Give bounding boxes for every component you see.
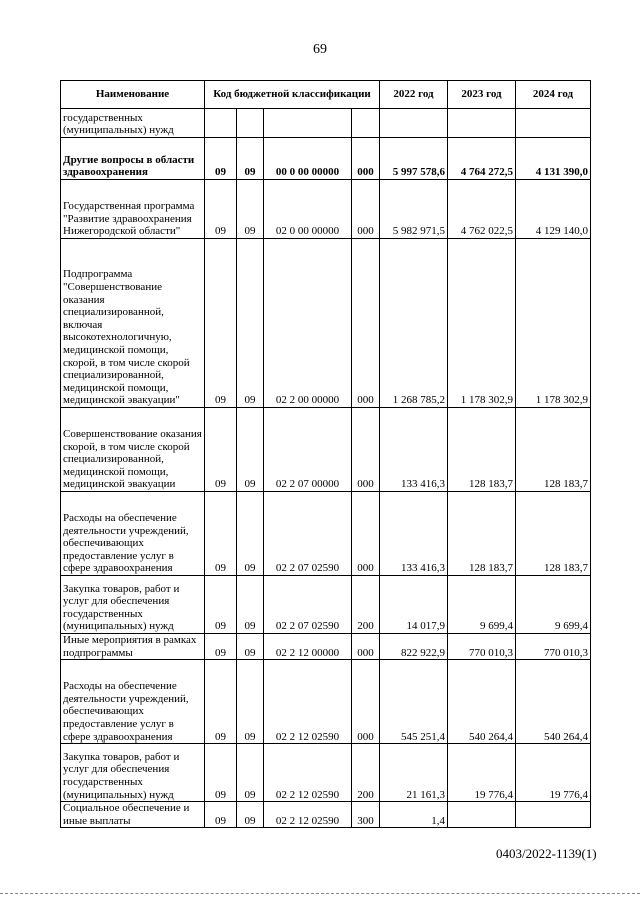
row-code-subsection: 09: [237, 138, 264, 180]
scan-edge-line: [0, 893, 640, 894]
row-name: Подпрограмма "Совершенствование оказания специализированной, включая высокотехнологичную, медицинской помощи, скорой, в том числе скорой специализированной, медицинской помощи, медицинской эвакуации": [61, 239, 205, 408]
row-code-subsection: 09: [237, 408, 264, 492]
table-row: [61, 802, 591, 828]
row-name: государственных (муниципальных) нужд: [61, 109, 205, 138]
row-code-section: 09: [205, 138, 237, 180]
row-value-2023: 4 762 022,5: [448, 180, 516, 239]
row-name: Расходы на обеспечение деятельности учреждений, обеспечивающих предоставление услуг в сфере здравоохранения: [61, 492, 205, 576]
row-code-target: 02 2 12 00000: [264, 634, 352, 660]
row-value-2023: 128 183,7: [448, 408, 516, 492]
row-code-subsection: 09: [237, 492, 264, 576]
table-row: [61, 239, 591, 408]
row-code-section: 09: [205, 744, 237, 802]
header-code: Код бюджетной классификации: [205, 81, 380, 109]
row-code-expense-type: 000: [352, 492, 380, 576]
row-name: Закупка товаров, работ и услуг для обеспечения государственных (муниципальных) нужд: [61, 744, 205, 802]
table-row: [61, 180, 591, 239]
row-value-2022: 5 997 578,6: [380, 138, 448, 180]
row-code-expense-type: 000: [352, 180, 380, 239]
row-code-target: 02 0 00 00000: [264, 180, 352, 239]
row-code-target: 02 2 07 00000: [264, 408, 352, 492]
row-code-expense-type: 000: [352, 138, 380, 180]
table-row: [61, 492, 591, 576]
row-code-expense-type: 200: [352, 576, 380, 634]
row-value-2024: 9 699,4: [516, 576, 591, 634]
row-code-section: 09: [205, 408, 237, 492]
row-value-2024: 4 131 390,0: [516, 138, 591, 180]
row-code-expense-type: 300: [352, 802, 380, 828]
row-code-target: 02 2 12 02590: [264, 802, 352, 828]
row-code-subsection: 09: [237, 576, 264, 634]
row-name: Другие вопросы в области здравоохранения: [61, 138, 205, 180]
row-value-2022: 5 982 971,5: [380, 180, 448, 239]
row-value-2022: 14 017,9: [380, 576, 448, 634]
row-code-target: [264, 109, 352, 138]
row-value-2024: [516, 802, 591, 828]
row-value-2023: 19 776,4: [448, 744, 516, 802]
row-value-2024: [516, 109, 591, 138]
row-code-expense-type: 200: [352, 744, 380, 802]
row-name: Закупка товаров, работ и услуг для обеспечения государственных (муниципальных) нужд: [61, 576, 205, 634]
row-name: Совершенствование оказания скорой, в том числе скорой специализированной, медицинской помощи, медицинской эвакуации: [61, 408, 205, 492]
row-code-target: 02 2 00 00000: [264, 239, 352, 408]
row-code-section: 09: [205, 660, 237, 744]
header-2024: 2024 год: [516, 81, 591, 109]
header-row: [61, 81, 591, 109]
table-row: [61, 660, 591, 744]
row-value-2022: 822 922,9: [380, 634, 448, 660]
row-code-expense-type: 000: [352, 660, 380, 744]
header-2023: 2023 год: [448, 81, 516, 109]
row-code-section: [205, 109, 237, 138]
row-code-target: 02 2 07 02590: [264, 576, 352, 634]
row-value-2022: [380, 109, 448, 138]
row-code-section: 09: [205, 180, 237, 239]
table-row: [61, 408, 591, 492]
row-code-target: 02 2 07 02590: [264, 492, 352, 576]
row-value-2022: 21 161,3: [380, 744, 448, 802]
table-body: [61, 109, 591, 828]
row-value-2023: 770 010,3: [448, 634, 516, 660]
row-value-2023: 1 178 302,9: [448, 239, 516, 408]
row-code-subsection: 09: [237, 660, 264, 744]
row-value-2023: [448, 802, 516, 828]
table-row: [61, 138, 591, 180]
row-value-2024: 128 183,7: [516, 408, 591, 492]
row-code-subsection: 09: [237, 180, 264, 239]
row-value-2022: 1,4: [380, 802, 448, 828]
table-row: [61, 109, 591, 138]
row-name: Социальное обеспечение и иные выплаты: [61, 802, 205, 828]
row-code-subsection: [237, 109, 264, 138]
row-code-target: 00 0 00 00000: [264, 138, 352, 180]
row-code-expense-type: 000: [352, 408, 380, 492]
table-row: [61, 576, 591, 634]
row-code-expense-type: 000: [352, 239, 380, 408]
row-code-section: 09: [205, 239, 237, 408]
page-number: 69: [313, 42, 327, 57]
row-value-2023: 4 764 272,5: [448, 138, 516, 180]
row-value-2024: 4 129 140,0: [516, 180, 591, 239]
row-value-2024: 770 010,3: [516, 634, 591, 660]
row-value-2022: 133 416,3: [380, 492, 448, 576]
table-row: [61, 744, 591, 802]
row-code-subsection: 09: [237, 239, 264, 408]
row-code-section: 09: [205, 634, 237, 660]
row-value-2023: 9 699,4: [448, 576, 516, 634]
row-value-2023: 540 264,4: [448, 660, 516, 744]
row-name: Государственная программа "Развитие здравоохранения Нижегородской области": [61, 180, 205, 239]
row-code-section: 09: [205, 802, 237, 828]
row-name: Иные мероприятия в рамках подпрограммы: [61, 634, 205, 660]
row-code-section: 09: [205, 576, 237, 634]
row-value-2024: 19 776,4: [516, 744, 591, 802]
row-code-subsection: 09: [237, 744, 264, 802]
header-2022: 2022 год: [380, 81, 448, 109]
row-value-2022: 1 268 785,2: [380, 239, 448, 408]
row-code-subsection: 09: [237, 634, 264, 660]
document-code: 0403/2022-1139(1): [496, 846, 597, 861]
row-name: Расходы на обеспечение деятельности учреждений, обеспечивающих предоставление услуг в сфере здравоохранения: [61, 660, 205, 744]
budget-table: [60, 80, 591, 828]
row-code-section: 09: [205, 492, 237, 576]
row-value-2024: 128 183,7: [516, 492, 591, 576]
row-value-2023: 128 183,7: [448, 492, 516, 576]
header-name: Наименование: [61, 81, 205, 109]
row-value-2024: 540 264,4: [516, 660, 591, 744]
row-code-target: 02 2 12 02590: [264, 660, 352, 744]
row-value-2024: 1 178 302,9: [516, 239, 591, 408]
row-code-expense-type: 000: [352, 634, 380, 660]
row-value-2022: 133 416,3: [380, 408, 448, 492]
table-row: [61, 634, 591, 660]
row-code-subsection: 09: [237, 802, 264, 828]
row-value-2022: 545 251,4: [380, 660, 448, 744]
row-code-target: 02 2 12 02590: [264, 744, 352, 802]
row-value-2023: [448, 109, 516, 138]
row-code-expense-type: [352, 109, 380, 138]
